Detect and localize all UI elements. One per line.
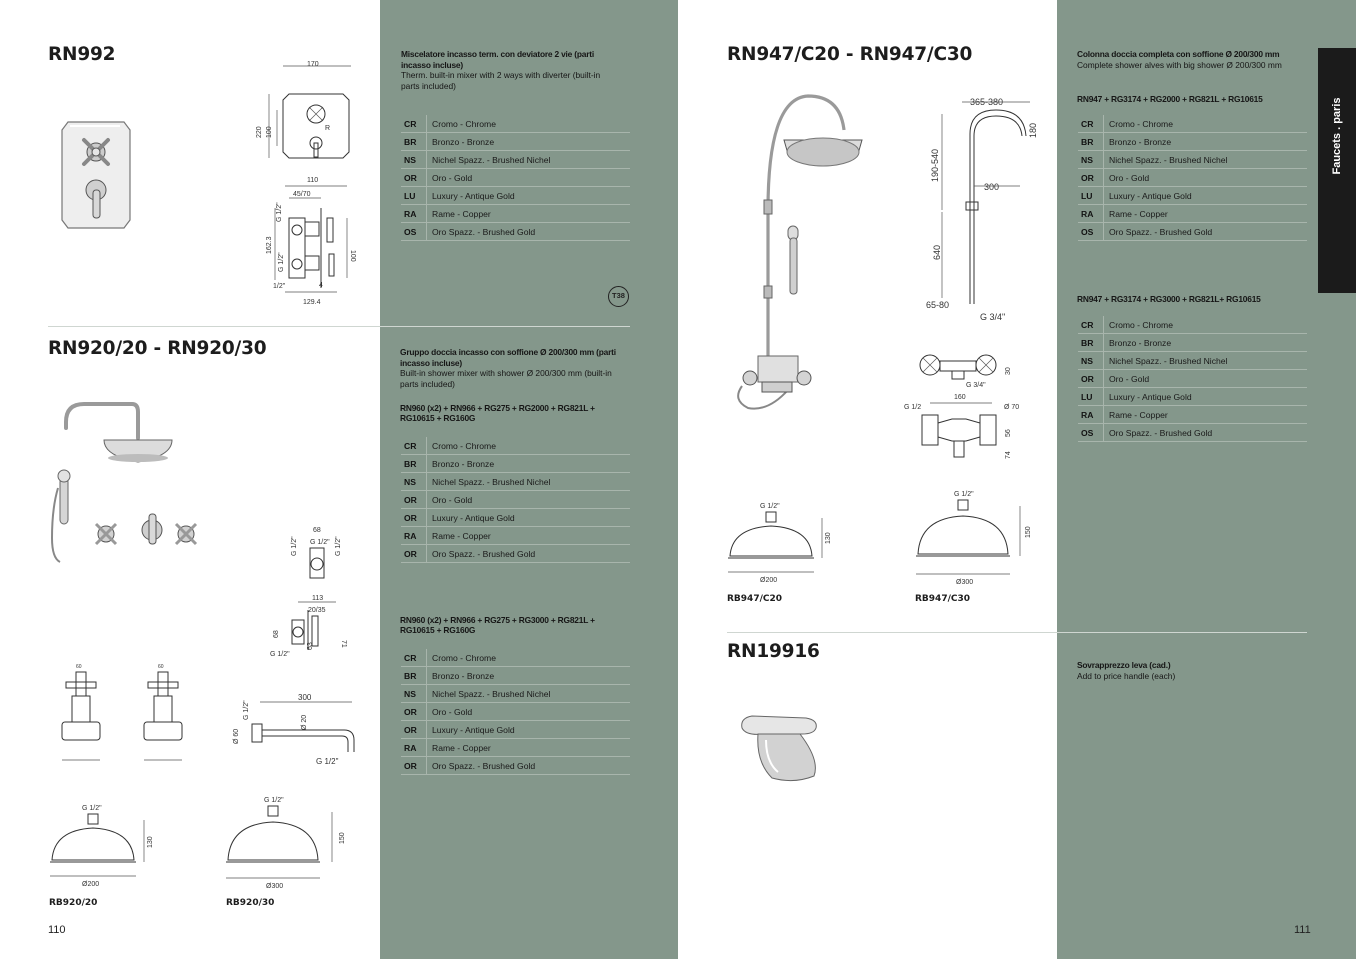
left-section-divider	[48, 326, 630, 327]
rn920-diverter-drawing	[268, 520, 358, 660]
rn920-product-image	[46, 398, 216, 568]
dim-g12-g: G 1/2"	[243, 700, 250, 720]
finish-row	[401, 527, 630, 545]
rn920-finish-table-1	[401, 437, 630, 563]
finish-code: RA	[1078, 406, 1104, 424]
finish-name: Nichel Spazz. - Brushed Nichel	[432, 476, 551, 487]
dim-190-540: 190-540	[930, 148, 940, 182]
finish-row	[1078, 169, 1307, 187]
dim-g34-a: G 3/4"	[980, 312, 1006, 322]
dim-d300-a: Ø300	[266, 883, 284, 890]
product-title-rn992: RN992	[48, 44, 116, 65]
product-title-rn947: RN947/C20 - RN947/C30	[727, 44, 973, 65]
finish-name: Oro - Gold	[432, 706, 473, 717]
finish-row	[1078, 334, 1307, 352]
finish-name: Oro - Gold	[432, 494, 473, 505]
finish-name: Bronzo - Bronze	[432, 458, 495, 469]
dim-g12-c: G 1/2"	[291, 536, 298, 556]
finish-name: Luxury - Antique Gold	[1109, 190, 1192, 201]
finish-code: CR	[1078, 115, 1104, 133]
finish-name: Oro Spazz. - Brushed Gold	[1109, 427, 1213, 438]
rn947-combo-2: RN947 + RG3174 + RG3000 + RG821L+ RG10615	[1077, 294, 1261, 304]
finish-code: BR	[401, 133, 427, 151]
rn947-mixer-drawing	[900, 345, 1030, 470]
finish-row	[401, 223, 630, 241]
dim-110: 110	[307, 177, 319, 184]
dim-74: 74	[1005, 451, 1012, 459]
finish-name: Rame - Copper	[432, 742, 491, 753]
rn947-finish-table-1	[1078, 115, 1307, 241]
finish-row	[401, 649, 630, 667]
dim-130-b: 130	[825, 532, 832, 544]
dim-d20: Ø 20	[301, 714, 308, 730]
finish-row	[1078, 187, 1307, 205]
rn992-description	[401, 49, 601, 91]
finish-name: Bronzo - Bronze	[1109, 337, 1172, 348]
dim-640: 640	[932, 244, 942, 260]
finish-row	[401, 205, 630, 223]
dim-100-top: 100	[266, 126, 273, 138]
rn947-desc-en: Complete shower alves with big shower Ø 200/300 mm	[1077, 59, 1282, 70]
finish-code: CR	[401, 115, 427, 133]
dim-130-a: 130	[147, 836, 154, 848]
finish-name: Oro Spazz. - Brushed Gold	[432, 548, 536, 559]
finish-name: Oro - Gold	[1109, 373, 1150, 384]
finish-row	[401, 455, 630, 473]
finish-name: Rame - Copper	[432, 208, 491, 219]
rn920-valves-drawing	[44, 662, 194, 770]
finish-name: Rame - Copper	[1109, 208, 1168, 219]
finish-code: OS	[1078, 223, 1104, 241]
rn992-finish-table	[401, 115, 630, 241]
dim-113: 113	[312, 595, 324, 602]
dim-180: 180	[1028, 122, 1038, 138]
dim-170: 170	[307, 61, 319, 68]
dim-g12-f: G 1/2"	[270, 651, 290, 658]
dim-65-80: 65-80	[926, 300, 950, 310]
finish-row	[401, 169, 630, 187]
finish-row	[401, 703, 630, 721]
rn947-product-image	[728, 90, 868, 420]
rn947-finish-table-2	[1078, 316, 1307, 442]
finish-name: Cromo - Chrome	[1109, 319, 1173, 330]
finish-row	[401, 685, 630, 703]
dim-r: R	[325, 125, 331, 132]
finish-code: CR	[401, 649, 427, 667]
finish-name: Cromo - Chrome	[432, 652, 496, 663]
finish-row	[1078, 352, 1307, 370]
finish-code: NS	[401, 473, 427, 491]
rn992-technical-drawing	[255, 58, 355, 308]
finish-code: BR	[1078, 133, 1104, 151]
finish-row	[401, 545, 630, 563]
product-title-rn19916: RN19916	[727, 641, 820, 662]
rb947-c30-label: RB947/C30	[915, 594, 970, 604]
rn19916-handle-image	[736, 712, 826, 784]
finish-row	[401, 739, 630, 757]
finish-code: RA	[401, 739, 427, 757]
rn920-description	[400, 347, 620, 389]
finish-row	[401, 509, 630, 527]
dim-68-a: 68	[313, 527, 321, 534]
finish-row	[401, 721, 630, 739]
finish-code: OR	[401, 757, 427, 775]
dim-129-4: 129.4	[303, 299, 321, 306]
finish-code: OS	[1078, 424, 1104, 442]
finish-code: CR	[1078, 316, 1104, 334]
finish-row	[1078, 205, 1307, 223]
dim-68-b: 68	[273, 630, 280, 638]
dim-d300-b: Ø300	[956, 579, 974, 586]
rn920-desc-en: Built-in shower mixer with shower Ø 200/300 mm (built-in parts included)	[400, 368, 612, 389]
finish-code: NS	[1078, 151, 1104, 169]
finish-name: Oro - Gold	[432, 172, 473, 183]
dim-100-side: 100	[349, 250, 356, 262]
finish-code: OS	[401, 223, 427, 241]
finish-name: Luxury - Antique Gold	[1109, 391, 1192, 402]
dim-162-3: 162.3	[266, 236, 273, 254]
dim-d200-b: Ø200	[760, 577, 778, 584]
finish-name: Luxury - Antique Gold	[432, 724, 515, 735]
finish-code: OR	[1078, 370, 1104, 388]
finish-name: Nichel Spazz. - Brushed Nichel	[1109, 355, 1228, 366]
finish-row	[401, 133, 630, 151]
finish-row	[1078, 133, 1307, 151]
finish-name: Cromo - Chrome	[432, 440, 496, 451]
side-tab	[1318, 48, 1356, 293]
rb947-c20-shower-head-drawing	[726, 500, 846, 590]
dim-g12-m: G 1/2"	[954, 491, 974, 498]
dim-d70: Ø 70	[1004, 404, 1020, 411]
rn19916-description	[1077, 660, 1309, 681]
finish-code: OR	[1078, 169, 1104, 187]
finish-name: Bronzo - Bronze	[432, 670, 495, 681]
dim-g12-l: G 1/2"	[760, 503, 780, 510]
svg-text:60: 60	[76, 664, 82, 670]
finish-row	[1078, 370, 1307, 388]
finish-code: NS	[1078, 352, 1104, 370]
dim-g12-d: G 1/2"	[310, 539, 330, 546]
finish-code: OR	[401, 721, 427, 739]
finish-name: Luxury - Antique Gold	[432, 190, 515, 201]
finish-code: NS	[401, 685, 427, 703]
right-section-divider	[727, 632, 1307, 633]
finish-code: RA	[401, 527, 427, 545]
dim-g12-k: G 1/2	[904, 404, 922, 411]
finish-name: Cromo - Chrome	[1109, 118, 1173, 129]
rn19916-desc-en: Add to price handle (each)	[1077, 670, 1176, 681]
dim-300-arm: 300	[298, 693, 312, 702]
product-title-rn920: RN920/20 - RN920/30	[48, 338, 267, 359]
finish-row	[1078, 388, 1307, 406]
finish-row	[401, 151, 630, 169]
finish-code: CR	[401, 437, 427, 455]
rb947-c30-shower-head-drawing	[914, 488, 1044, 588]
rb920-20-shower-head-drawing	[48, 800, 168, 890]
finish-name: Nichel Spazz. - Brushed Nichel	[1109, 154, 1228, 165]
finish-row	[1078, 406, 1307, 424]
dim-half-inch: 1/2"	[273, 283, 286, 290]
rn947-column-drawing	[922, 92, 1052, 324]
finish-row	[401, 757, 630, 775]
finish-code: BR	[401, 667, 427, 685]
finish-code: RA	[401, 205, 427, 223]
finish-row	[401, 667, 630, 685]
rn920-shower-arm-drawing	[226, 690, 366, 770]
finish-code: LU	[1078, 187, 1104, 205]
dim-g12-b: G 1/2"	[278, 252, 285, 272]
dim-220: 220	[256, 126, 263, 138]
finish-row	[401, 437, 630, 455]
rn947-description	[1077, 49, 1309, 70]
thermostatic-badge-icon: T38	[608, 286, 629, 307]
finish-name: Nichel Spazz. - Brushed Nichel	[432, 688, 551, 699]
rn920-combo-2: RN960 (x2) + RN966 + RG275 + RG3000 + RG821L + RG10615 + RG160G	[400, 615, 595, 635]
finish-row	[1078, 316, 1307, 334]
dim-150-b: 150	[1025, 526, 1032, 538]
finish-name: Nichel Spazz. - Brushed Nichel	[432, 154, 551, 165]
dim-d200-a: Ø200	[82, 881, 100, 888]
finish-code: LU	[401, 187, 427, 205]
rb920-20-label: RB920/20	[49, 898, 98, 908]
rn920-finish-table-2	[401, 649, 630, 775]
finish-name: Luxury - Antique Gold	[432, 512, 515, 523]
finish-row	[1078, 115, 1307, 133]
dim-150-a: 150	[339, 832, 346, 844]
side-tab-label: Faucets . paris	[1331, 97, 1343, 175]
finish-code: OR	[401, 491, 427, 509]
dim-d60: Ø 60	[233, 728, 240, 744]
dim-56: 56	[1005, 429, 1012, 437]
dim-30: 30	[1005, 367, 1012, 375]
dim-g12-h: G 1/2"	[316, 757, 339, 766]
rb920-30-shower-head-drawing	[224, 792, 364, 892]
rn947-combo-1: RN947 + RG3174 + RG2000 + RG821L + RG10615	[1077, 94, 1263, 104]
page-number-right: 111	[1294, 924, 1311, 936]
rn19916-desc-it: Sovrapprezzo leva (cad.)	[1077, 660, 1171, 670]
finish-name: Oro - Gold	[1109, 172, 1150, 183]
dim-45-70: 45/70	[293, 191, 311, 198]
finish-code: RA	[1078, 205, 1104, 223]
finish-name: Oro Spazz. - Brushed Gold	[432, 226, 536, 237]
dim-g34-b: G 3/4"	[966, 382, 986, 389]
finish-row	[1078, 424, 1307, 442]
dim-g12-j: G 1/2"	[264, 797, 284, 804]
dim-300-col: 300	[984, 182, 1000, 192]
dim-g12-e: G 1/2"	[335, 536, 342, 556]
rn992-product-image	[60, 120, 132, 230]
rn992-desc-it: Miscelatore incasso term. con deviatore 2 vie (parti incasso incluse)	[401, 49, 595, 70]
dim-g12-a: G 1/2"	[276, 202, 283, 222]
finish-code: OR	[401, 509, 427, 527]
finish-code: LU	[1078, 388, 1104, 406]
finish-code: BR	[401, 455, 427, 473]
dim-20-35: 20/35	[308, 607, 326, 614]
finish-name: Oro Spazz. - Brushed Gold	[432, 760, 536, 771]
finish-name: Bronzo - Bronze	[1109, 136, 1172, 147]
rb947-c20-label: RB947/C20	[727, 594, 782, 604]
dim-160: 160	[954, 394, 966, 401]
page-number-left: 110	[48, 924, 66, 936]
svg-text:60: 60	[158, 664, 164, 670]
finish-row	[401, 473, 630, 491]
finish-code: OR	[401, 169, 427, 187]
rn920-combo-1: RN960 (x2) + RN966 + RG275 + RG2000 + RG821L + RG10615 + RG160G	[400, 403, 595, 423]
finish-name: Cromo - Chrome	[432, 118, 496, 129]
dim-4: 4	[319, 282, 323, 289]
dim-g12-i: G 1/2"	[82, 805, 102, 812]
finish-row	[401, 187, 630, 205]
finish-code: NS	[401, 151, 427, 169]
finish-name: Oro Spazz. - Brushed Gold	[1109, 226, 1213, 237]
finish-row	[401, 115, 630, 133]
finish-name: Rame - Copper	[432, 530, 491, 541]
finish-name: Rame - Copper	[1109, 409, 1168, 420]
rb920-30-label: RB920/30	[226, 898, 275, 908]
dim-63: 63	[307, 642, 314, 650]
finish-row	[401, 491, 630, 509]
finish-row	[1078, 151, 1307, 169]
rn992-desc-en: Therm. built-in mixer with 2 ways with diverter (built-in parts included)	[401, 70, 601, 91]
finish-code: BR	[1078, 334, 1104, 352]
rn947-desc-it: Colonna doccia completa con soffione Ø 200/300 mm	[1077, 49, 1280, 59]
finish-name: Bronzo - Bronze	[432, 136, 495, 147]
finish-code: OR	[401, 703, 427, 721]
dim-365-380: 365-380	[970, 97, 1004, 107]
finish-code: OR	[401, 545, 427, 563]
rn920-desc-it: Gruppo doccia incasso con soffione Ø 200/300 mm (parti incasso incluse)	[400, 347, 616, 368]
finish-row	[1078, 223, 1307, 241]
dim-71: 71	[340, 640, 347, 648]
